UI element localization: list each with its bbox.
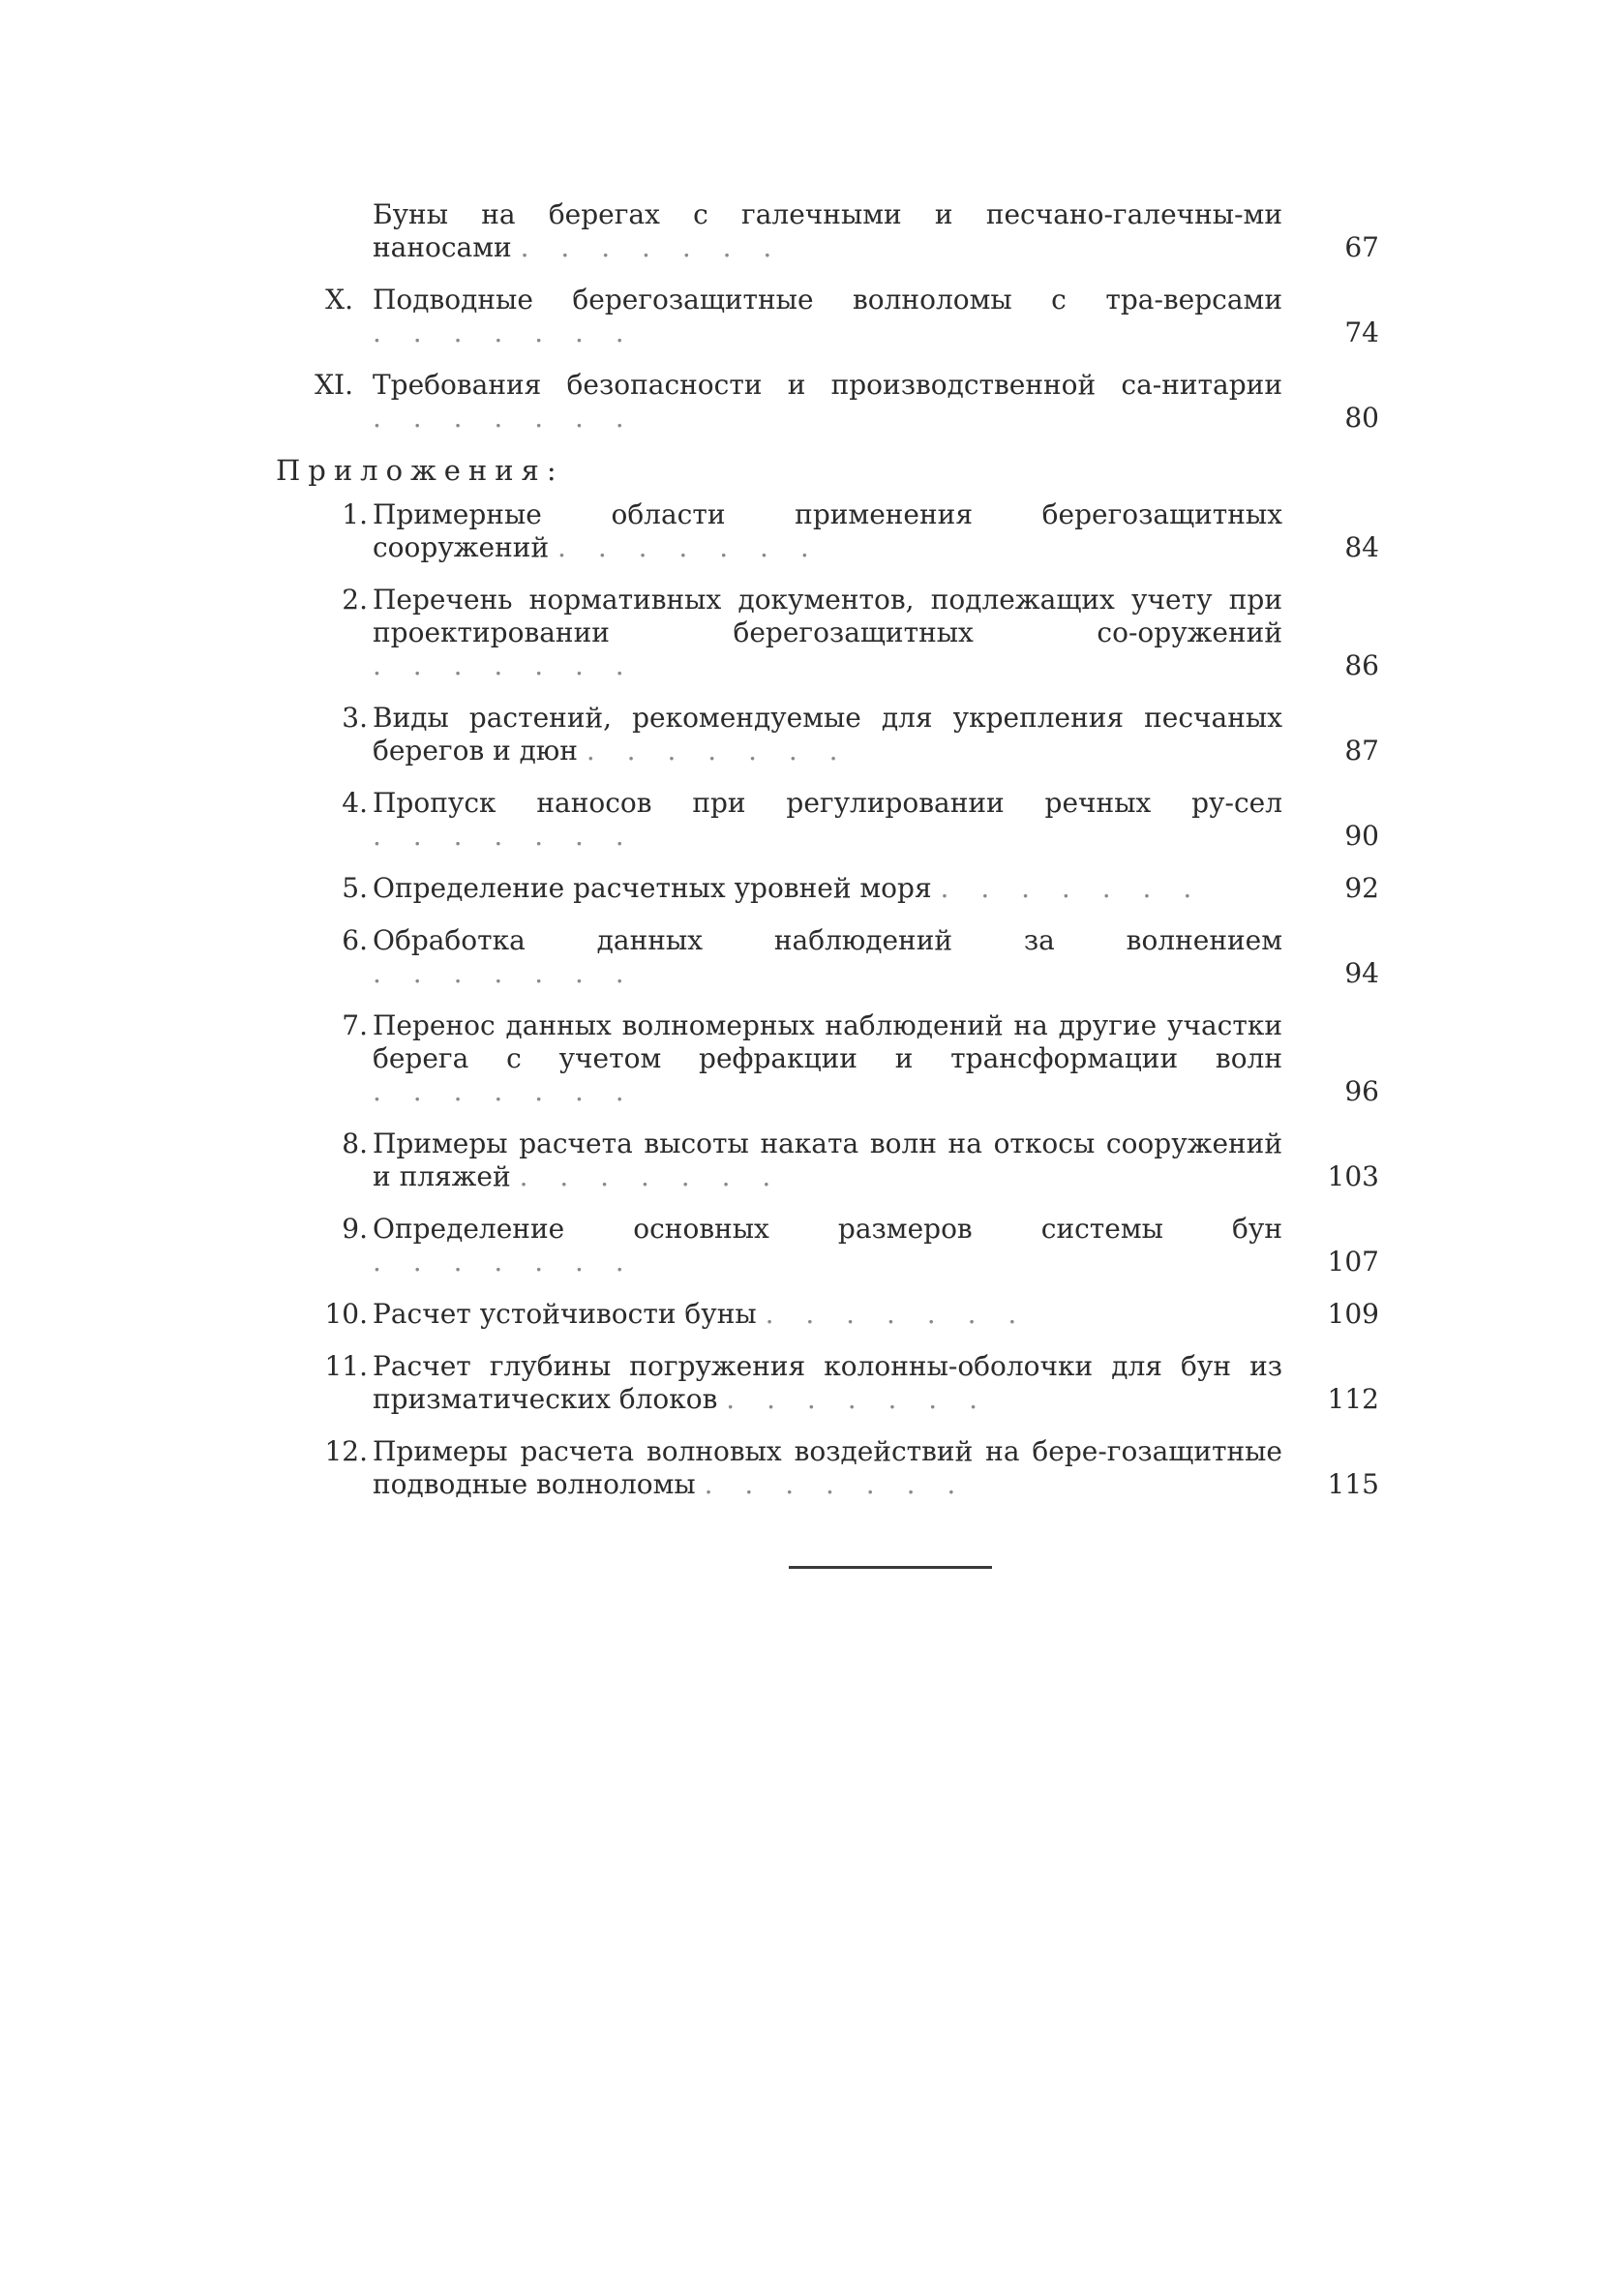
table-of-contents bbox=[276, 198, 1379, 1520]
leader-dots: . . . . . . . bbox=[373, 1075, 636, 1107]
entry-page: 96 bbox=[1344, 1075, 1379, 1107]
entry-page: 87 bbox=[1344, 735, 1379, 767]
entry-number: 6. bbox=[342, 924, 368, 956]
leader-dots: . . . . . . . bbox=[373, 820, 636, 852]
entry-number: 7. bbox=[342, 1009, 368, 1041]
entry-page: 80 bbox=[1344, 402, 1379, 434]
toc-entry bbox=[325, 284, 1379, 349]
entry-number: XI. bbox=[315, 369, 353, 401]
toc-entry bbox=[342, 584, 1379, 682]
leader-dots: . . . . . . . bbox=[586, 735, 850, 767]
appendix-list bbox=[324, 498, 1379, 1501]
entry-title: Определение основных размеров системы бун bbox=[373, 1213, 1282, 1245]
toc-entry bbox=[324, 1350, 1379, 1416]
toc-entry bbox=[342, 702, 1379, 767]
entry-title: Примеры расчета высоты наката волн на откосы сооружений и пляжей bbox=[373, 1128, 1282, 1192]
leader-dots: . . . . . . . bbox=[519, 1160, 783, 1192]
entry-title: Обработка данных наблюдений за волнением bbox=[373, 924, 1282, 956]
toc-entry bbox=[342, 872, 1379, 905]
toc-entry bbox=[324, 1435, 1379, 1501]
toc-entry bbox=[342, 1213, 1379, 1278]
leader-dots: . . . . . . . bbox=[765, 1298, 1029, 1330]
leader-dots: . . . . . . . bbox=[373, 402, 636, 434]
leader-dots: . . . . . . . bbox=[520, 231, 784, 263]
entry-number: 11. bbox=[324, 1350, 368, 1382]
toc-entry bbox=[342, 1009, 1379, 1108]
entry-number: 10. bbox=[324, 1298, 368, 1330]
entry-page: 109 bbox=[1327, 1298, 1379, 1330]
entry-page: 90 bbox=[1344, 820, 1379, 852]
entry-number: X. bbox=[325, 284, 353, 316]
leader-dots: . . . . . . . bbox=[940, 872, 1204, 904]
entry-title: Примерные области применения берегозащитных сооружений bbox=[373, 498, 1282, 563]
entry-page: 92 bbox=[1344, 872, 1379, 904]
entry-title: Расчет устойчивости буны bbox=[373, 1298, 757, 1330]
closing-rule bbox=[789, 1566, 992, 1569]
appendix-heading: Приложения: bbox=[276, 454, 564, 487]
entry-page: 103 bbox=[1327, 1160, 1379, 1192]
entry-page: 84 bbox=[1344, 531, 1379, 563]
entry-title: Требования безопасности и производственной са-нитарии bbox=[373, 369, 1282, 401]
entry-page: 86 bbox=[1344, 649, 1379, 681]
toc-entry bbox=[315, 369, 1379, 435]
entry-number: 3. bbox=[342, 702, 368, 734]
toc-entry bbox=[324, 1298, 1379, 1331]
leader-dots: . . . . . . . bbox=[373, 649, 636, 681]
entry-number: 4. bbox=[342, 787, 368, 819]
entry-title: Перенос данных волномерных наблюдений на другие участки берега с учетом рефракции и трансформации волн bbox=[373, 1009, 1282, 1074]
entry-title: Пропуск наносов при регулировании речных ру-сел bbox=[373, 787, 1282, 819]
entry-title: Буны на берегах с галечными и песчано-галечны-ми наносами bbox=[373, 198, 1282, 263]
entry-page: 107 bbox=[1327, 1246, 1379, 1278]
entry-page: 112 bbox=[1327, 1383, 1379, 1415]
entry-number: 2. bbox=[342, 584, 368, 616]
entry-number: 9. bbox=[342, 1213, 368, 1245]
entry-number: 12. bbox=[324, 1435, 368, 1467]
entry-title: Определение расчетных уровней моря bbox=[373, 872, 932, 904]
leader-dots: . . . . . . . bbox=[726, 1383, 990, 1415]
entry-title: Подводные берегозащитные волноломы с тра-версами bbox=[373, 284, 1282, 316]
toc-entry bbox=[342, 924, 1379, 990]
entry-page: 74 bbox=[1344, 316, 1379, 348]
toc-entry bbox=[342, 1128, 1379, 1193]
toc-entry bbox=[342, 498, 1379, 564]
toc-entry bbox=[342, 787, 1379, 853]
entry-title: Виды растений, рекомендуемые для укрепления песчаных берегов и дюн bbox=[373, 702, 1282, 767]
entry-page: 94 bbox=[1344, 957, 1379, 989]
entry-title: Примеры расчета волновых воздействий на бере-гозащитные подводные волноломы bbox=[373, 1435, 1282, 1500]
entry-page: 115 bbox=[1327, 1468, 1379, 1500]
entry-number: 8. bbox=[342, 1128, 368, 1159]
entry-number: 1. bbox=[342, 498, 368, 530]
entry-number: 5. bbox=[342, 872, 368, 904]
entry-page: 67 bbox=[1344, 231, 1379, 263]
leader-dots: . . . . . . . bbox=[373, 1246, 636, 1278]
leader-dots: . . . . . . . bbox=[557, 531, 821, 563]
leader-dots: . . . . . . . bbox=[373, 316, 636, 348]
toc-entry bbox=[373, 198, 1379, 264]
leader-dots: . . . . . . . bbox=[373, 957, 636, 989]
entry-title: Расчет глубины погружения колонны-оболочки для бун из призматических блоков bbox=[373, 1350, 1282, 1415]
leader-dots: . . . . . . . bbox=[704, 1468, 968, 1500]
entry-title: Перечень нормативных документов, подлежащих учету при проектировании берегозащитных со-оружений bbox=[373, 584, 1282, 648]
